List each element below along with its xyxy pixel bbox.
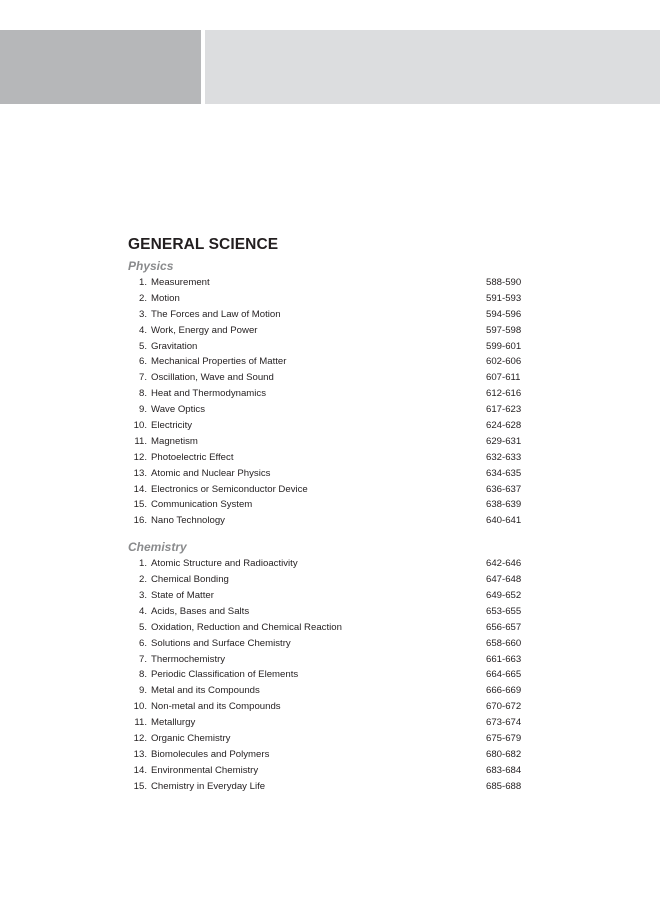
toc-entry-number: 1. [138,277,147,288]
toc-entry[interactable] [128,513,528,529]
toc-entry[interactable] [128,275,528,291]
toc-entry-title: Metallurgy [151,717,196,729]
toc-entry[interactable] [128,779,528,795]
toc-entry-pages: 617-623 [486,404,522,416]
section-title-physics: Physics [128,259,174,273]
toc-entry-pages: 653-655 [486,605,522,617]
toc-entry-title: The Forces and Law of Motion [151,308,281,320]
toc-entry-title: Wave Optics [151,404,206,416]
toc-entry[interactable] [128,434,528,450]
toc-entry-title: Non-metal and its Compounds [151,701,281,713]
toc-entry-pages: 599-601 [486,340,522,352]
toc-entry[interactable] [128,636,528,652]
toc-entry-number: 15. [133,780,147,792]
toc-entry-number: 11. [134,717,147,729]
toc-entry-pages: 602-606 [486,356,522,368]
toc-entry-pages: 607-611 [486,372,521,384]
toc-entry-number: 8. [138,669,147,681]
toc-list-physics [128,275,528,529]
toc-entry-pages: 624-628 [486,420,522,432]
toc-entry-pages: 680-682 [486,748,522,760]
toc-entry-number: 6. [138,637,147,649]
toc-entry[interactable] [128,497,528,513]
toc-entry-title: Nano Technology [151,515,225,527]
toc-entry-pages: 612-616 [486,388,522,400]
toc-entry-number: 13. [133,467,147,479]
toc-entry-number: 5. [138,340,147,352]
toc-entry-number: 1. [138,558,147,570]
toc-entry[interactable] [128,291,528,307]
toc-entry-title: Atomic and Nuclear Physics [151,467,271,479]
toc-entry-number: 11. [134,435,147,447]
toc-entry-title: Solutions and Surface Chemistry [151,637,291,649]
section-title-chemistry: Chemistry [128,540,187,555]
toc-entry-pages: 673-674 [486,717,522,729]
toc-entry-pages: 591-593 [486,292,522,304]
toc-entry-title: Work, Energy and Power [151,324,258,336]
section-chemistry [128,539,528,794]
toc-entry-number: 14. [133,764,147,776]
table-of-contents [128,232,528,795]
toc-entry-pages: 597-598 [486,324,522,336]
toc-entry[interactable] [128,652,528,668]
toc-entry[interactable] [128,572,528,588]
toc-entry-pages: 670-672 [486,701,522,713]
toc-entry[interactable] [128,370,528,386]
toc-entry-pages: 638-639 [486,499,522,511]
toc-entry-number: 8. [138,388,147,400]
toc-entry-title: Oxidation, Reduction and Chemical Reaction [151,621,342,633]
toc-entry-pages: 634-635 [486,467,522,479]
toc-entry[interactable] [128,482,528,498]
toc-entry-pages: 594-596 [486,308,522,320]
toc-entry-pages: 675-679 [486,733,522,745]
toc-entry-number: 7. [138,372,147,384]
toc-entry-number: 10. [133,701,147,713]
toc-entry-pages: 649-652 [486,590,522,602]
toc-entry-pages: 656-657 [486,621,522,633]
toc-list-chemistry [128,556,528,794]
toc-entry-pages: 685-688 [486,780,522,792]
toc-entry-number: 6. [138,356,147,368]
toc-entry[interactable] [128,699,528,715]
toc-entry-number: 3. [138,308,147,320]
toc-entry[interactable] [128,731,528,747]
toc-entry-title: Biomolecules and Polymers [151,748,270,760]
toc-entry-title: Heat and Thermodynamics [151,388,267,400]
toc-entry-number: 10. [133,420,147,432]
toc-entry-number: 13. [133,748,147,760]
toc-entry-number: 14. [133,483,147,495]
toc-entry[interactable] [128,683,528,699]
toc-entry[interactable] [128,307,528,323]
toc-entry-title: State of Matter [151,590,214,602]
toc-entry-title: Gravitation [151,340,198,352]
toc-entry-title: Chemical Bonding [151,574,229,586]
toc-entry[interactable] [128,763,528,779]
toc-entry-pages: 647-648 [486,574,522,586]
toc-entry-number: 7. [138,653,147,665]
toc-entry[interactable] [128,588,528,604]
toc-entry-title: Acids, Bases and Salts [151,605,250,617]
toc-entry[interactable] [128,402,528,418]
toc-entry-number: 12. [133,451,147,463]
toc-entry-number: 3. [138,590,147,602]
toc-entry[interactable] [128,339,528,355]
toc-entry-title: Magnetism [151,435,198,447]
toc-entry-title: Measurement [151,277,210,288]
toc-entry-pages: 636-637 [486,483,522,495]
header-banner-left [0,30,201,104]
toc-entry-title: Communication System [151,499,253,511]
toc-entry[interactable] [128,620,528,636]
header-banner-right [205,30,660,104]
toc-entry-pages: 683-684 [486,764,522,776]
toc-entry-title: Periodic Classification of Elements [151,669,299,681]
toc-entry-title: Electricity [151,420,193,432]
toc-entry-number: 9. [138,404,147,416]
toc-entry-number: 2. [138,292,147,304]
toc-entry[interactable] [128,450,528,466]
toc-entry-title: Metal and its Compounds [151,685,260,697]
toc-entry[interactable] [128,715,528,731]
section-physics [128,258,528,529]
toc-entry-number: 9. [138,685,147,697]
toc-entry[interactable] [128,418,528,434]
toc-entry-number: 4. [138,605,147,617]
toc-entry-pages: 661-663 [486,653,522,665]
toc-entry-title: Motion [151,292,180,304]
toc-entry[interactable] [128,354,528,370]
toc-entry-title: Chemistry in Everyday Life [151,780,266,792]
toc-entry-title: Oscillation, Wave and Sound [151,372,274,384]
toc-entry[interactable] [128,604,528,620]
toc-entry[interactable] [128,466,528,482]
toc-entry-title: Atomic Structure and Radioactivity [151,558,298,570]
toc-entry-pages: 640-641 [486,515,522,527]
toc-entry-pages: 632-633 [486,451,522,463]
toc-entry[interactable] [128,667,528,683]
toc-entry-pages: 664-665 [486,669,522,681]
toc-entry-pages: 642-646 [486,558,522,570]
toc-entry-number: 16. [133,515,147,527]
toc-entry-pages: 629-631 [486,435,522,447]
toc-entry-pages: 588-590 [486,277,522,288]
toc-entry-title: Organic Chemistry [151,733,231,745]
toc-entry-title: Environmental Chemistry [151,764,259,776]
toc-entry[interactable] [128,323,528,339]
toc-entry[interactable] [128,747,528,763]
toc-entry-title: Thermochemistry [151,653,226,665]
toc-entry-number: 5. [138,621,147,633]
toc-entry-number: 15. [133,499,147,511]
toc-entry-title: Mechanical Properties of Matter [151,356,287,368]
page-title: GENERAL SCIENCE [128,236,279,253]
toc-entry[interactable] [128,386,528,402]
toc-entry-number: 2. [138,574,147,586]
toc-entry-number: 4. [138,324,147,336]
toc-entry-pages: 666-669 [486,685,522,697]
toc-entry[interactable] [128,556,528,572]
toc-entry-pages: 658-660 [486,637,522,649]
toc-entry-title: Electronics or Semiconductor Device [151,483,308,495]
toc-entry-title: Photoelectric Effect [151,451,234,463]
toc-entry-number: 12. [133,733,147,745]
